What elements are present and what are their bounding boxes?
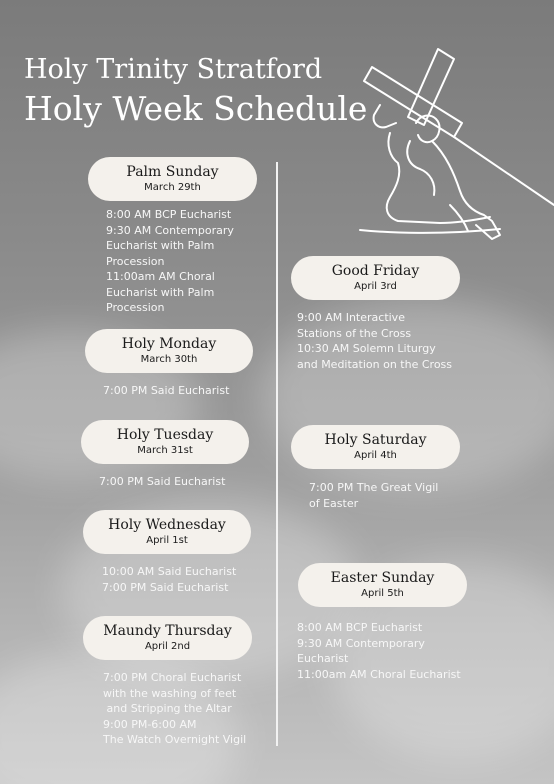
schedule-line: Procession bbox=[106, 254, 165, 268]
schedule-line: and Meditation on the Cross bbox=[297, 357, 453, 371]
day-date: March 30th bbox=[140, 354, 198, 365]
schedule-line: 10:00 AM Said Eucharist bbox=[102, 565, 237, 578]
schedule-holy-tuesday bbox=[99, 474, 225, 490]
jesus-carrying-cross-line-art-icon bbox=[350, 45, 554, 250]
page-title: Holy Week Schedule bbox=[24, 89, 368, 128]
schedule-line: 7:00 PM Said Eucharist bbox=[99, 475, 226, 488]
day-date: April 3rd bbox=[354, 281, 397, 292]
schedule-line: Eucharist with Palm bbox=[106, 285, 215, 299]
schedule-holy-saturday bbox=[309, 480, 438, 511]
day-header-easter-sunday bbox=[298, 563, 467, 607]
day-name: Easter Sunday bbox=[330, 570, 435, 586]
day-name: Good Friday bbox=[331, 263, 420, 279]
schedule-line: 7:00 PM Choral Eucharist bbox=[103, 671, 242, 684]
day-name: Holy Wednesday bbox=[108, 517, 226, 533]
schedule-line: 9:30 AM Contemporary bbox=[106, 223, 234, 237]
schedule-holy-monday bbox=[103, 383, 229, 399]
schedule-line: 10:30 AM Solemn Liturgy bbox=[297, 342, 436, 355]
day-header-holy-wednesday bbox=[83, 510, 251, 554]
day-header-holy-tuesday bbox=[81, 420, 249, 464]
schedule-line: 9:00 PM-6:00 AM bbox=[103, 717, 197, 731]
day-header-good-friday bbox=[291, 256, 460, 300]
day-name: Holy Saturday bbox=[324, 432, 427, 448]
schedule-line: 8:00 AM BCP Eucharist bbox=[106, 208, 232, 221]
day-name: Maundy Thursday bbox=[103, 623, 232, 639]
schedule-line: Procession bbox=[106, 301, 165, 314]
schedule-line: The Watch Overnight Vigil bbox=[103, 733, 247, 746]
day-name: Holy Tuesday bbox=[116, 427, 214, 443]
schedule-line: 7:00 PM Said Eucharist bbox=[103, 384, 230, 397]
schedule-holy-wednesday bbox=[102, 564, 236, 595]
schedule-line: of Easter bbox=[309, 496, 359, 510]
day-date: March 29th bbox=[144, 182, 201, 193]
day-date: April 5th bbox=[361, 588, 404, 599]
schedule-line: 7:00 PM The Great Vigil bbox=[309, 481, 439, 494]
day-date: April 4th bbox=[354, 450, 397, 461]
schedule-line: Eucharist with Palm bbox=[106, 239, 215, 252]
schedule-maundy-thursday bbox=[103, 670, 246, 748]
day-header-palm-sunday bbox=[88, 157, 257, 201]
schedule-line: and Stripping the Altar bbox=[103, 702, 232, 715]
schedule-line: Stations of the Cross bbox=[297, 326, 412, 340]
day-date: March 31st bbox=[137, 445, 193, 456]
schedule-palm-sunday bbox=[106, 207, 234, 316]
schedule-line: with the washing of feet bbox=[103, 686, 237, 700]
schedule-good-friday bbox=[297, 310, 452, 372]
day-name: Palm Sunday bbox=[126, 164, 219, 180]
schedule-line: 9:30 AM Contemporary bbox=[297, 636, 425, 650]
day-date: April 2nd bbox=[144, 641, 191, 652]
schedule-line: 11:00am AM Choral bbox=[106, 270, 215, 283]
center-divider bbox=[276, 162, 278, 746]
day-header-maundy-thursday bbox=[83, 616, 252, 660]
schedule-line: 8:00 AM BCP Eucharist bbox=[297, 621, 423, 634]
schedule-line: 11:00am AM Choral Eucharist bbox=[297, 667, 461, 681]
schedule-easter-sunday bbox=[297, 620, 461, 682]
day-name: Holy Monday bbox=[121, 336, 217, 352]
schedule-line: 7:00 PM Said Eucharist bbox=[102, 580, 229, 594]
schedule-line: Eucharist bbox=[297, 652, 349, 665]
day-header-holy-monday bbox=[85, 329, 253, 373]
day-date: April 1st bbox=[146, 535, 188, 546]
church-name: Holy Trinity Stratford bbox=[24, 54, 323, 85]
day-header-holy-saturday bbox=[291, 425, 460, 469]
schedule-line: 9:00 AM Interactive bbox=[297, 311, 405, 324]
